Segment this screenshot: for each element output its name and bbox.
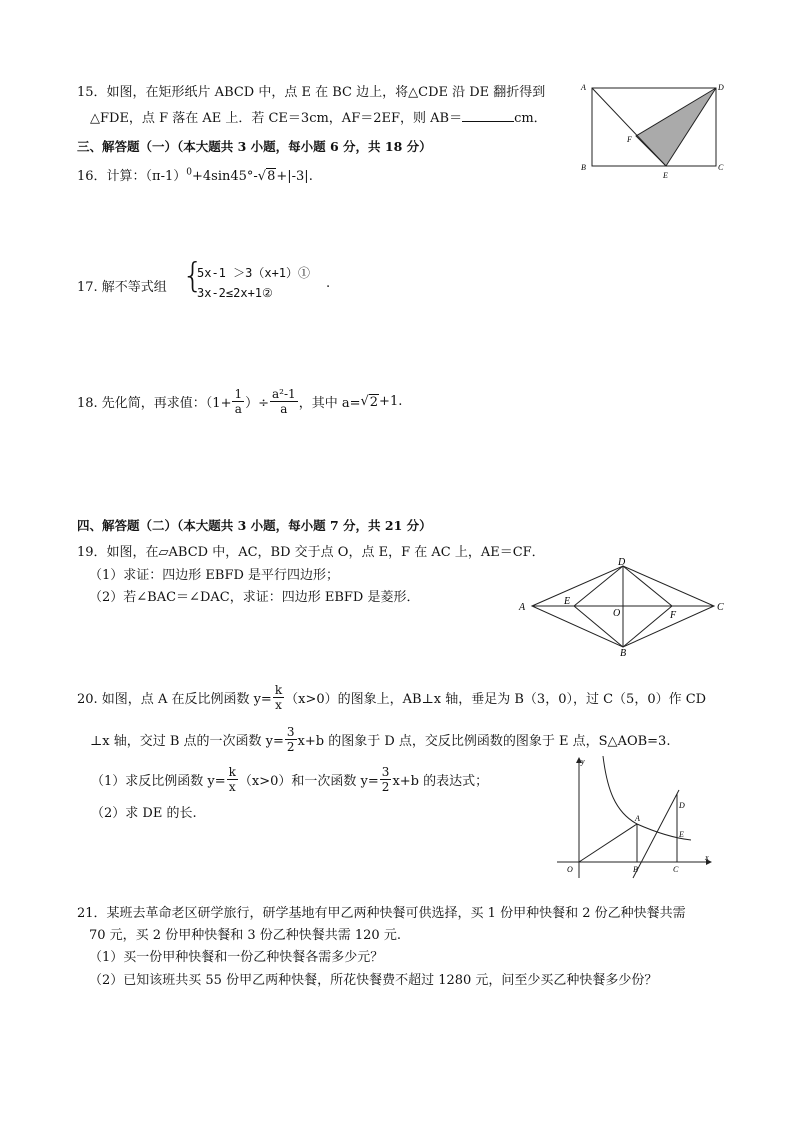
label-a: A bbox=[519, 602, 526, 613]
q15-line2 bbox=[90, 107, 547, 126]
label-d: D bbox=[679, 801, 685, 810]
q18-divide: ）÷ bbox=[245, 396, 270, 411]
fraction-k-over-x-2: $\frac{k}{x}$ bbox=[228, 765, 236, 794]
q18-radicand: 2 bbox=[369, 394, 379, 410]
q17-prefix: 17. 解不等式组 bbox=[77, 280, 167, 295]
q16-exponent: 0 bbox=[186, 167, 192, 178]
q15-line2-text: △FDE，点 F 落在 AE 上．若 CE＝3cm，AF＝2EF，则 AB＝ bbox=[90, 111, 463, 126]
q18-suffix: +1. bbox=[379, 394, 403, 409]
q15-line1: 15．如图，在矩形纸片 ABCD 中，点 E 在 BC 边上，将△CDE 沿 DE 翻折得到 bbox=[77, 85, 546, 100]
label-o: O bbox=[567, 865, 573, 874]
label-f: F bbox=[670, 610, 677, 621]
label-b: B bbox=[581, 163, 586, 172]
q20-l3c: x+b 的表达式； bbox=[392, 774, 489, 789]
label-a: A bbox=[635, 814, 640, 823]
q20-line1 bbox=[77, 684, 706, 711]
q21-part2: （2）已知该班共买 55 份甲乙两种快餐，所花快餐费不超过 1280 元，问至少买乙种快餐多少份？ bbox=[89, 973, 658, 988]
fraction-k-over-x: $\frac{k}{x}$ bbox=[274, 683, 283, 712]
fraction-1-over-a: $\frac{1}{a}$ bbox=[234, 387, 243, 416]
q18-condition: ，其中 a= bbox=[298, 396, 361, 411]
q16-prefix: 16．计算：（π-1） bbox=[77, 169, 187, 184]
q20-l3b: （x>0）和一次函数 y= bbox=[238, 774, 379, 789]
q15-unit: cm． bbox=[514, 111, 547, 126]
label-b: B bbox=[620, 648, 627, 659]
q20-l2b: x+b 的图象于 D 点，交反比例函数的图象于 E 点，S△AOB=3. bbox=[297, 734, 671, 749]
triangle-fde bbox=[636, 88, 716, 166]
label-a: A bbox=[581, 83, 586, 92]
label-d: D bbox=[718, 83, 724, 92]
label-b: B bbox=[633, 865, 638, 874]
label-d: D bbox=[618, 557, 626, 568]
q17-eq2: 3x-2≤2x+1② bbox=[197, 286, 273, 300]
q19-figure bbox=[512, 556, 732, 660]
label-e: E bbox=[564, 596, 571, 607]
q20-l1a: 20. 如图，点 A 在反比例函数 y= bbox=[77, 692, 272, 707]
q17-suffix: . bbox=[326, 276, 331, 291]
q20-figure bbox=[555, 754, 715, 884]
q21-line2: 70 元，买 2 份甲种快餐和 3 份乙种快餐共需 120 元. bbox=[89, 928, 401, 943]
section-3-header: 三、解答题（一）（本大题共 3 小题，每小题 6 分，共 18 分） bbox=[77, 139, 432, 154]
q20-l3a: （1）求反比例函数 y= bbox=[91, 774, 226, 789]
answer-blank bbox=[462, 109, 514, 122]
label-c: C bbox=[718, 163, 724, 172]
q16-radicand: 8 bbox=[267, 169, 276, 184]
system-brace: { bbox=[182, 256, 204, 296]
q15-figure bbox=[572, 78, 732, 182]
fraction-a2-minus-1-over-a: $\frac{\text{a²-1}}{a}$ bbox=[272, 387, 296, 416]
q21-line1: 21．某班去革命老区研学旅行，研学基地有甲乙两种快餐可供选择，买 1 份甲种快餐和 2 份乙种快餐共需 bbox=[77, 906, 686, 921]
fraction-3-over-2-2: $\frac{3}{2}$ bbox=[381, 765, 390, 794]
q20-part1 bbox=[91, 766, 488, 793]
q16-mid: +4sin45°- bbox=[191, 169, 258, 184]
q18: 18. 先化简，再求值：（1+ $\frac{1}{a}$ ）÷ $\frac{\text{a²-1}}{a}$ ，其中 a= √ 2 +1. bbox=[77, 387, 403, 416]
label-e: E bbox=[663, 171, 668, 180]
q20-l1b: （x>0）的图象上，AB⊥x 轴，垂足为 B（3，0），过 C（5，0）作 CD bbox=[285, 692, 707, 707]
segment-oa bbox=[579, 824, 637, 862]
label-y: y bbox=[581, 757, 585, 766]
q19-part2: （2）若∠BAC＝∠DAC，求证：四边形 EBFD 是菱形． bbox=[89, 590, 420, 605]
label-e: E bbox=[679, 830, 684, 839]
q19-part1: （1）求证：四边形 EBFD 是平行四边形； bbox=[89, 568, 340, 583]
label-f: F bbox=[627, 135, 632, 144]
hyperbola-curve bbox=[603, 756, 691, 840]
q16: 16．计算：$(\pi-1)^0+4\sin 45^\circ-√8+|-3|$. bbox=[77, 167, 313, 184]
q20-l2a: ⊥x 轴，交过 B 点的一次函数 y= bbox=[90, 734, 284, 749]
q20-part2: （2）求 DE 的长. bbox=[91, 806, 197, 821]
label-c: C bbox=[673, 865, 679, 874]
label-c: C bbox=[717, 602, 724, 613]
q19-line1: 19．如图，在▱ABCD 中，AC，BD 交于点 O，点 E，F 在 AC 上，AE＝CF． bbox=[77, 545, 545, 560]
q16-suffix: +|-3|. bbox=[276, 169, 313, 184]
q17-eq1: 5x-1 ＞3（x+1）① bbox=[197, 266, 311, 280]
section-4-header: 四、解答题（二）（本大题共 3 小题，每小题 7 分，共 21 分） bbox=[77, 518, 432, 533]
fraction-3-over-2: $\frac{3}{2}$ bbox=[286, 725, 295, 754]
q20-line2 bbox=[90, 726, 670, 753]
q18-prefix: 18. 先化简，再求值：（1+ bbox=[77, 396, 232, 411]
q21-part1: （1）买一份甲种快餐和一份乙种快餐各需多少元？ bbox=[89, 950, 384, 965]
label-x: x bbox=[705, 853, 709, 862]
label-o: O bbox=[613, 608, 621, 619]
